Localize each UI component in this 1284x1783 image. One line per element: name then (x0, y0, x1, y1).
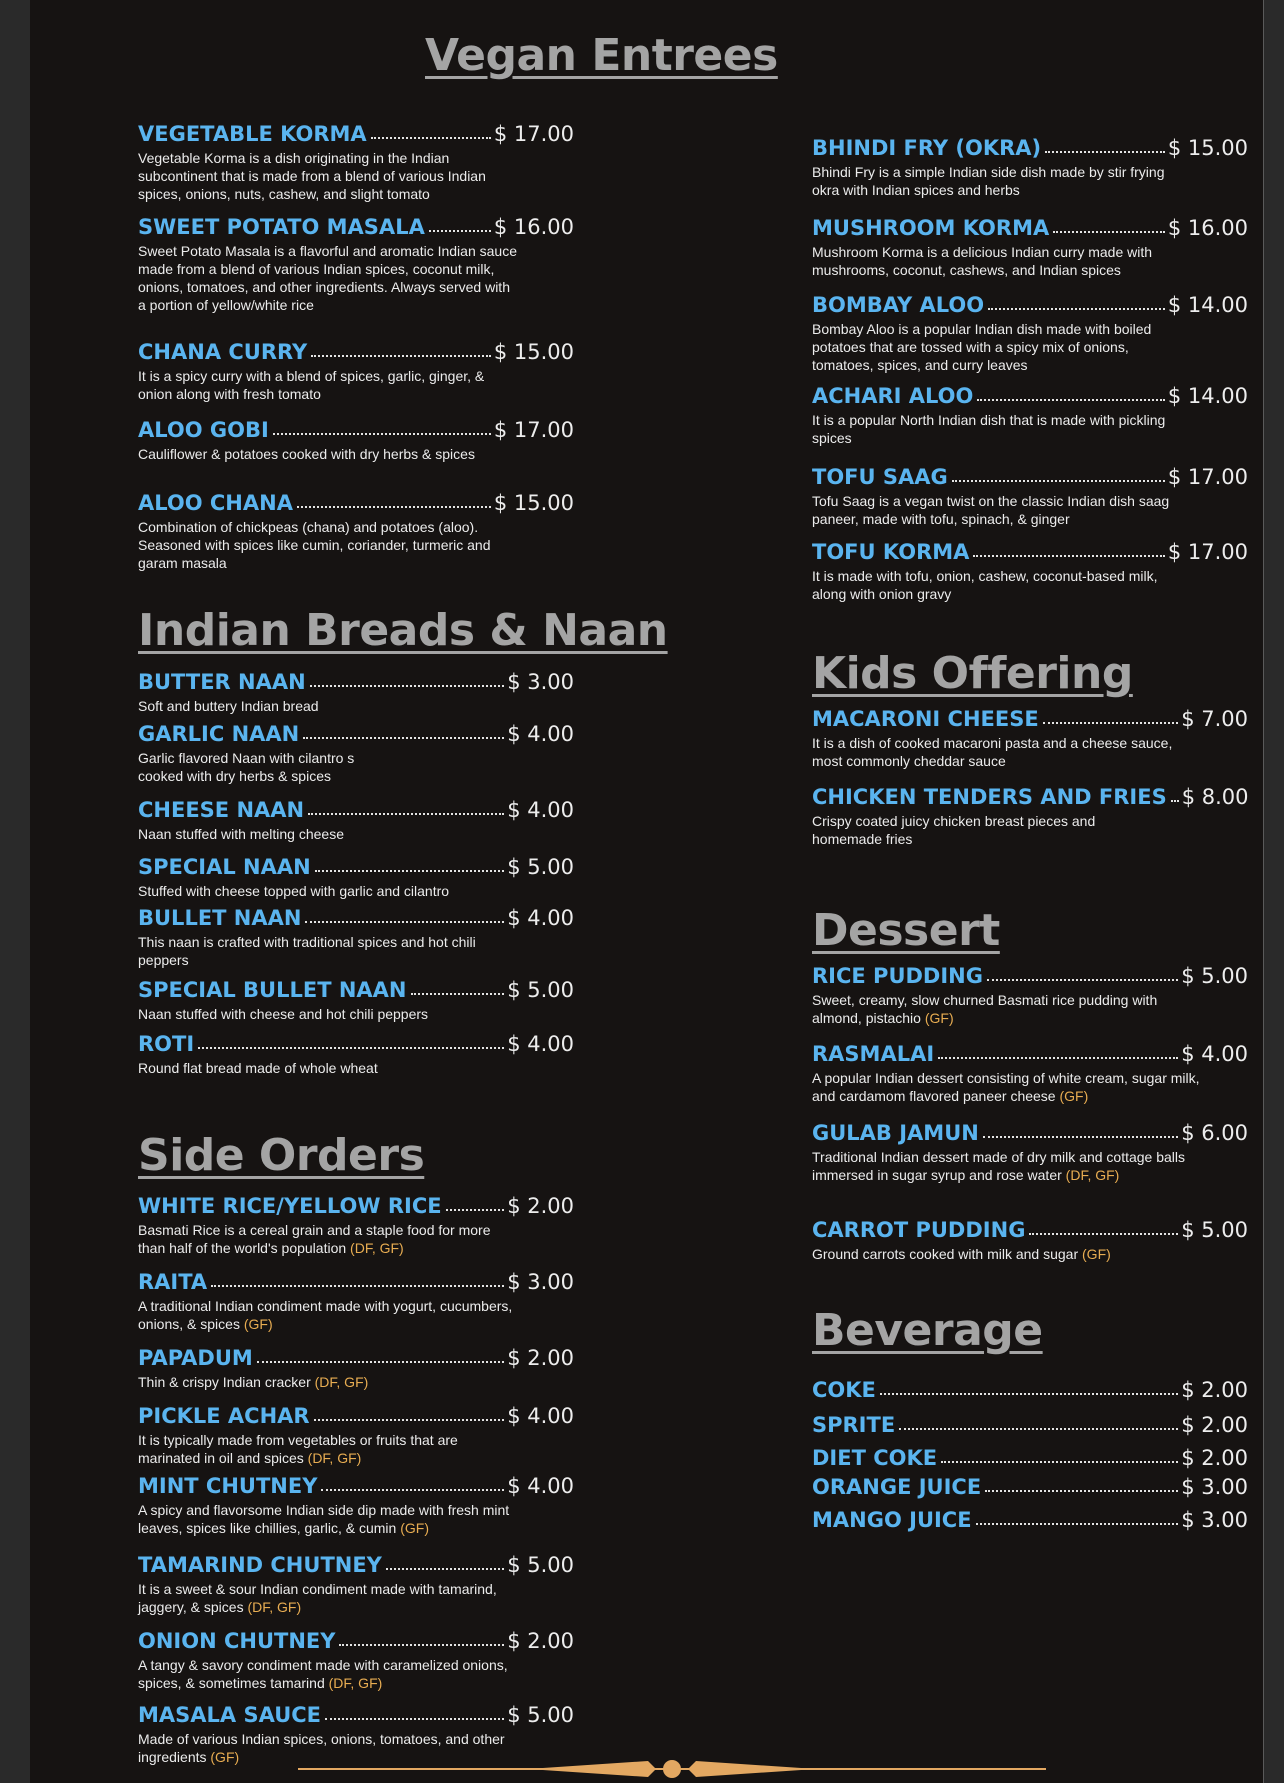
item-price: $ 16.00 (1167, 216, 1248, 240)
section-title-breads: Indian Breads & Naan (138, 605, 668, 656)
page-edge (1263, 0, 1264, 1783)
item-name: ROTI (138, 1032, 195, 1056)
menu-item (138, 1194, 574, 1257)
item-name: RAITA (138, 1270, 208, 1294)
dot-leader (311, 355, 491, 357)
dot-leader (308, 813, 504, 815)
menu-item (812, 1378, 1248, 1402)
menu-item (138, 215, 574, 314)
item-price: $ 5.00 (507, 978, 574, 1002)
item-name: MANGO JUICE (812, 1508, 972, 1532)
dot-leader (303, 737, 504, 739)
item-description: Mushroom Korma is a delicious Indian curry made with mushrooms, coconut, cashews, and Indian spices (812, 244, 1153, 278)
item-description: Naan stuffed with cheese and hot chili peppers (138, 1006, 429, 1022)
description-text: A popular Indian dessert consisting of white cream, sugar milk, and cardamom flavored paneer cheese (812, 1070, 1200, 1104)
dot-leader (1053, 231, 1165, 233)
dot-leader (973, 555, 1164, 557)
dot-leader (339, 1644, 504, 1646)
description-text: Thin & crispy Indian cracker (138, 1374, 311, 1390)
item-name: RASMALAI (812, 1042, 935, 1066)
section-title-kids: Kids Offering (812, 648, 1133, 699)
menu-item (812, 1413, 1248, 1437)
diet-tag: (GF) (243, 1316, 273, 1332)
item-description (812, 1069, 1212, 1105)
item-name: ONION CHUTNEY (138, 1629, 336, 1653)
item-name: TOFU KORMA (812, 540, 970, 564)
item-name: SWEET POTATO MASALA (138, 215, 425, 239)
menu-item (812, 384, 1248, 447)
item-price: $ 17.00 (1167, 540, 1248, 564)
item-price: $ 4.00 (507, 906, 574, 930)
item-description: Round flat bread made of whole wheat (138, 1060, 378, 1076)
item-name: COKE (812, 1378, 876, 1402)
item-description (812, 991, 1192, 1027)
menu-item (812, 964, 1248, 1027)
dot-leader (988, 308, 1165, 310)
dot-leader (938, 1057, 1178, 1059)
item-price: $ 5.00 (1181, 964, 1248, 988)
dot-leader (446, 1209, 505, 1211)
item-description: Cauliflower & potatoes cooked with dry herbs & spices (138, 446, 475, 462)
menu-item (812, 707, 1248, 770)
item-price: $ 8.00 (1181, 785, 1249, 809)
item-price: $ 15.00 (493, 491, 574, 515)
dot-leader (315, 870, 505, 872)
item-description: Garlic flavored Naan with cilantro s cooked with dry herbs & spices (138, 750, 355, 784)
item-price: $ 5.00 (507, 855, 574, 879)
menu-item (812, 1218, 1248, 1263)
diet-tag: (GF) (210, 1749, 240, 1765)
menu-item (812, 1042, 1248, 1105)
item-description: Vegetable Korma is a dish originating in the Indian subcontinent that is made from a blend of various Indian spices, onions, nuts, cashew, and slight tomato (138, 150, 486, 202)
item-price: $ 2.00 (1181, 1378, 1248, 1402)
section-title-side-orders: Side Orders (138, 1130, 425, 1181)
item-description: Bombay Aloo is a popular Indian dish made with boiled potatoes that are tossed with a spicy mix of onions, tomatoes, spices, and curry leaves (812, 321, 1152, 373)
item-price: $ 2.00 (1181, 1413, 1248, 1437)
item-price: $ 7.00 (1181, 707, 1248, 731)
item-name: SPECIAL NAAN (138, 855, 311, 879)
description-text: Sweet, creamy, slow churned Basmati rice pudding with almond, pistachio (812, 992, 1158, 1026)
item-name: WHITE RICE/YELLOW RICE (138, 1194, 442, 1218)
dot-leader (273, 433, 491, 435)
menu-item (812, 540, 1248, 603)
menu-item (812, 136, 1248, 199)
diet-tag: (DF, GF) (328, 1675, 383, 1691)
description-text: A tangy & savory condiment made with caramelized onions, spices, & sometimes tamarind (138, 1657, 508, 1691)
description-text: Basmati Rice is a cereal grain and a staple food for more than half of the world's population (138, 1222, 491, 1256)
menu-item (138, 1629, 574, 1692)
menu-item (138, 798, 574, 843)
item-description: Stuffed with cheese topped with garlic and cilantro (138, 883, 450, 899)
menu-item (812, 465, 1248, 528)
item-price: $ 2.00 (1181, 1446, 1248, 1470)
item-name: BHINDI FRY (OKRA) (812, 136, 1042, 160)
diet-tag: (DF, GF) (314, 1374, 369, 1390)
item-name: BUTTER NAAN (138, 670, 306, 694)
dot-leader (321, 1489, 504, 1491)
dot-leader (880, 1393, 1178, 1395)
item-name: BOMBAY ALOO (812, 293, 985, 317)
item-description: Tofu Saag is a vegan twist on the classic Indian dish saag paneer, made with tofu, spinach, & ginger (812, 493, 1170, 527)
item-price: $ 3.00 (507, 1270, 574, 1294)
item-name: CHEESE NAAN (138, 798, 305, 822)
item-description: This naan is crafted with traditional spices and hot chili peppers (138, 934, 476, 968)
dot-leader (977, 399, 1164, 401)
dot-leader (310, 685, 505, 687)
section-title-vegan-entrees: Vegan Entrees (425, 30, 778, 81)
section-title-beverage: Beverage (812, 1305, 1043, 1356)
item-name: GULAB JAMUN (812, 1121, 979, 1145)
item-price: $ 3.00 (507, 670, 574, 694)
item-name: CARROT PUDDING (812, 1218, 1026, 1242)
diet-tag: (DF, GF) (1065, 1167, 1120, 1183)
item-description (138, 1221, 518, 1257)
item-name: SPECIAL BULLET NAAN (138, 978, 407, 1002)
diet-tag: (DF, GF) (350, 1240, 404, 1256)
dot-leader (1029, 1233, 1178, 1235)
menu-item (138, 978, 574, 1023)
menu-item (138, 1404, 574, 1467)
item-price: $ 2.00 (507, 1629, 574, 1653)
dot-leader (325, 1718, 504, 1720)
menu-item (812, 1475, 1248, 1499)
item-description: It is a spicy curry with a blend of spices, garlic, ginger, & onion along with fresh tomato (138, 368, 485, 402)
dot-leader (899, 1428, 1178, 1430)
dot-leader (983, 1136, 1178, 1138)
divider-ornament (298, 1755, 1046, 1783)
dot-leader (386, 1568, 504, 1570)
menu-item (138, 855, 574, 900)
item-name: MACARONI CHEESE (812, 707, 1039, 731)
menu-item (812, 293, 1248, 374)
dot-leader (952, 480, 1165, 482)
item-name: MINT CHUTNEY (138, 1474, 318, 1498)
item-price: $ 6.00 (1181, 1121, 1248, 1145)
item-description (138, 1501, 538, 1537)
item-price: $ 3.00 (1181, 1508, 1248, 1532)
item-description: Sweet Potato Masala is a flavorful and aromatic Indian sauce made from a blend of various Indian spices, coconut milk, onions, tomatoes, and other ingredients. Always served with a portion of yellow/white rice (138, 243, 517, 313)
item-price: $ 4.00 (507, 1474, 574, 1498)
dot-leader (314, 1419, 505, 1421)
description-text: Ground carrots cooked with milk and sugar (812, 1246, 1079, 1262)
dot-leader (1045, 151, 1165, 153)
item-price: $ 2.00 (507, 1346, 574, 1370)
item-description: It is a popular North Indian dish that is made with pickling spices (812, 412, 1166, 446)
item-description (812, 1148, 1212, 1184)
description-text: It is a sweet & sour Indian condiment made with tamarind, jaggery, & spices (138, 1581, 497, 1615)
item-name: ACHARI ALOO (812, 384, 974, 408)
dot-leader (429, 230, 491, 232)
menu-item (138, 1346, 574, 1391)
item-description: Crispy coated juicy chicken breast pieces and homemade fries (812, 813, 1096, 847)
menu-item (138, 340, 574, 403)
diet-tag: (GF) (1059, 1088, 1089, 1104)
dot-leader (411, 993, 505, 995)
dot-leader (257, 1361, 504, 1363)
item-price: $ 16.00 (493, 215, 574, 239)
item-description (138, 1297, 518, 1333)
menu-item (138, 1270, 574, 1333)
item-name: MASALA SAUCE (138, 1703, 322, 1727)
item-price: $ 4.00 (507, 1032, 574, 1056)
menu-item (138, 1553, 574, 1616)
item-price: $ 5.00 (507, 1553, 574, 1577)
menu-item (138, 722, 574, 785)
item-description: It is a dish of cooked macaroni pasta and a cheese sauce, most commonly cheddar sauce (812, 735, 1173, 769)
item-name: TOFU SAAG (812, 465, 948, 489)
item-price: $ 14.00 (1167, 384, 1248, 408)
item-price: $ 4.00 (507, 1404, 574, 1428)
menu-item (812, 1446, 1248, 1470)
menu-item (812, 785, 1248, 848)
item-description (812, 1245, 1192, 1263)
item-name: DIET COKE (812, 1446, 938, 1470)
item-name: RICE PUDDING (812, 964, 983, 988)
item-name: CHICKEN TENDERS AND FRIES (812, 785, 1167, 809)
item-description (138, 1373, 518, 1391)
dot-leader (976, 1523, 1179, 1525)
item-price: $ 5.00 (507, 1703, 574, 1727)
diet-tag: (GF) (1082, 1246, 1111, 1262)
dot-leader (987, 979, 1178, 981)
item-price: $ 15.00 (493, 340, 574, 364)
item-price: $ 4.00 (507, 798, 574, 822)
description-text: A traditional Indian condiment made with yogurt, cucumbers, onions, & spices (138, 1298, 513, 1332)
description-text: It is typically made from vegetables or fruits that are marinated in oil and spices (138, 1432, 458, 1466)
dot-leader (941, 1461, 1178, 1463)
menu-item (138, 1474, 574, 1537)
item-name: PICKLE ACHAR (138, 1404, 310, 1428)
item-price: $ 4.00 (507, 722, 574, 746)
item-name: CHANA CURRY (138, 340, 308, 364)
menu-item (138, 418, 574, 463)
menu-item (812, 1508, 1248, 1532)
dot-leader (985, 1490, 1178, 1492)
item-description (138, 1431, 518, 1467)
menu-item (138, 670, 574, 715)
dot-leader (1171, 800, 1179, 802)
dot-leader (211, 1285, 504, 1287)
dot-leader (371, 137, 491, 139)
item-name: ALOO GOBI (138, 418, 269, 442)
menu-item (812, 1121, 1248, 1184)
description-text: Made of various Indian spices, onions, tomatoes, and other ingredients (138, 1731, 505, 1765)
item-price: $ 17.00 (1167, 465, 1248, 489)
diet-tag: (DF, GF) (307, 1450, 362, 1466)
diet-tag: (GF) (924, 1010, 954, 1026)
dot-leader (1043, 722, 1179, 724)
item-price: $ 17.00 (493, 418, 574, 442)
item-price: $ 2.00 (507, 1194, 574, 1218)
item-price: $ 3.00 (1181, 1475, 1248, 1499)
item-description (138, 1580, 518, 1616)
item-description (138, 1656, 518, 1692)
item-description: Bhindi Fry is a simple Indian side dish made by stir frying okra with Indian spices and herbs (812, 164, 1165, 198)
item-price: $ 17.00 (493, 122, 574, 146)
dot-leader (198, 1047, 504, 1049)
item-name: VEGETABLE KORMA (138, 122, 367, 146)
menu-item (812, 216, 1248, 279)
item-name: PAPADUM (138, 1346, 253, 1370)
diet-tag: (GF) (400, 1520, 429, 1536)
description-text: A spicy and flavorsome Indian side dip made with fresh mint leaves, spices like chillies, garlic, & cumin (138, 1502, 510, 1536)
item-name: TAMARIND CHUTNEY (138, 1553, 382, 1577)
item-description: Soft and buttery Indian bread (138, 698, 319, 714)
diet-tag: (DF, GF) (247, 1599, 302, 1615)
section-title-dessert: Dessert (812, 905, 1000, 956)
item-name: BULLET NAAN (138, 906, 302, 930)
item-price: $ 14.00 (1167, 293, 1248, 317)
menu-item (138, 906, 574, 969)
menu-item (138, 1032, 574, 1077)
item-price: $ 4.00 (1181, 1042, 1248, 1066)
item-name: SPRITE (812, 1413, 896, 1437)
item-price: $ 15.00 (1167, 136, 1248, 160)
item-name: GARLIC NAAN (138, 722, 300, 746)
menu-item (138, 122, 574, 203)
description-text: Traditional Indian dessert made of dry milk and cottage balls immersed in sugar syrup and rose water (812, 1149, 1186, 1183)
menu-page (30, 0, 1264, 1783)
menu-item (138, 491, 574, 572)
item-name: MUSHROOM KORMA (812, 216, 1050, 240)
item-name: ORANGE JUICE (812, 1475, 982, 1499)
dot-leader (297, 506, 491, 508)
item-description: Naan stuffed with melting cheese (138, 826, 344, 842)
item-description: It is made with tofu, onion, cashew, coconut-based milk, along with onion gravy (812, 568, 1158, 602)
item-price: $ 5.00 (1181, 1218, 1248, 1242)
item-name: ALOO CHANA (138, 491, 293, 515)
item-description: Combination of chickpeas (chana) and potatoes (aloo). Seasoned with spices like cumin, coriander, turmeric and garam masala (138, 519, 491, 571)
dot-leader (305, 921, 504, 923)
